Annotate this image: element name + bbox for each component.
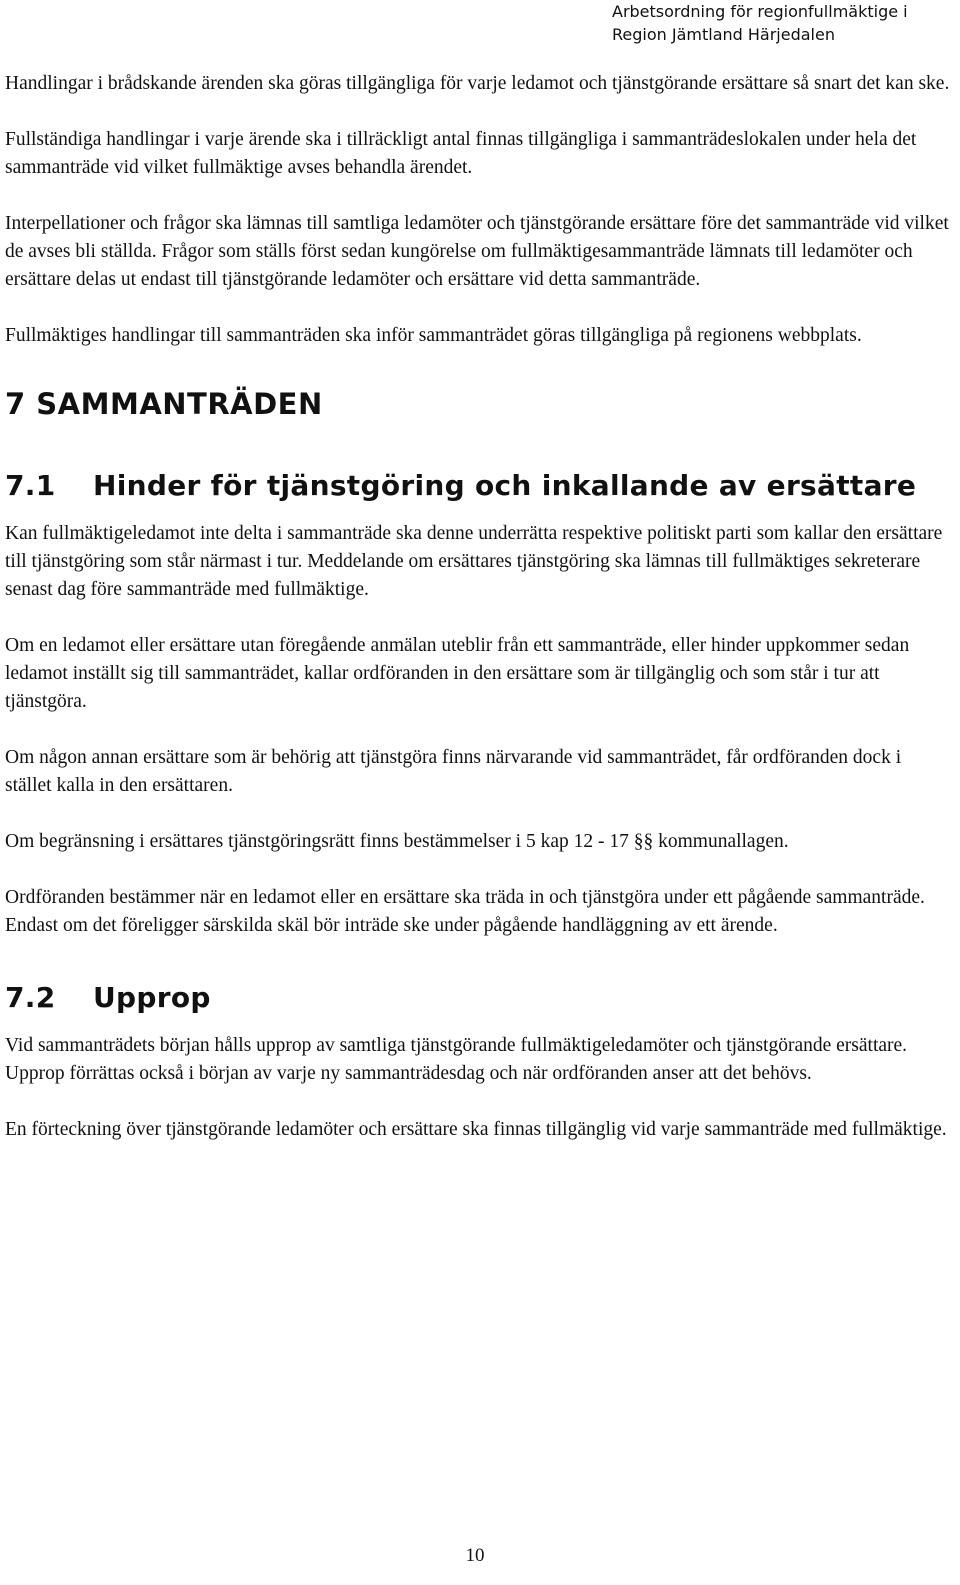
subsection-number: 7.2 xyxy=(5,981,56,1014)
subsection-heading-7-2 xyxy=(5,978,950,1018)
paragraph: Vid sammanträdets början hålls upprop av samtliga tjänstgörande fullmäktigeledamöter och tjänstgörande ersättare. Upprop förrättas också i början av varje ny sammanträdesdag och när ordföranden anser att det behövs. xyxy=(5,1035,908,1084)
page-number: 10 xyxy=(465,1545,485,1566)
subsection-title: Upprop xyxy=(93,981,211,1014)
section-heading-7 xyxy=(5,384,950,424)
paragraph: Interpellationer och frågor ska lämnas till samtliga ledamöter och tjänstgörande ersättare före det sammanträde vid vilket de avses bli ställda. Frågor som ställs först sedan kungörelse om fullmäktigesammanträde lämnats till ledamöter och ersättare delas ut endast till tjänstgörande ledamöter och ersättare vid detta sammanträde. xyxy=(5,213,949,290)
section-number: 7 xyxy=(5,387,26,421)
header-line-2: Region Jämtland Härjedalen xyxy=(612,25,835,44)
subsection-heading-7-1 xyxy=(5,466,950,506)
paragraph: Kan fullmäktigeledamot inte delta i sammanträde ska denne underrätta respektive politiskt parti som kallar den ersättare till tjänstgöring som står närmast i tur. Meddelande om ersättares tjänstgöring ska lämnas till fullmäktiges sekreterare senast dag före sammanträde med fullmäktige. xyxy=(5,523,943,600)
header-line-1: Arbetsordning för regionfullmäktige i xyxy=(612,2,908,21)
subsection-number: 7.1 xyxy=(5,469,56,502)
paragraph: En förteckning över tjänstgörande ledamöter och ersättare ska finnas tillgänglig vid varje sammanträde med fullmäktige. xyxy=(5,1119,947,1140)
section-title: SAMMANTRÄDEN xyxy=(36,387,323,421)
page-header xyxy=(612,0,952,46)
paragraph: Ordföranden bestämmer när en ledamot eller en ersättare ska träda in och tjänstgöra under ett pågående sammanträde. Endast om det föreligger särskilda skäl bör inträde ske under pågående handläggning av ett ärende. xyxy=(5,887,925,936)
paragraph: Om begränsning i ersättares tjänstgöringsrätt finns bestämmelser i 5 kap 12 - 17 §§ kommunallagen. xyxy=(5,831,789,852)
paragraph: Fullständiga handlingar i varje ärende ska i tillräckligt antal finnas tillgängliga i sammanträdeslokalen under hela det sammanträde vid vilket fullmäktige avses behandla ärendet. xyxy=(5,129,917,178)
document-body xyxy=(5,70,950,1172)
subsection-title: Hinder för tjänstgöring och inkallande av ersättare xyxy=(93,469,917,502)
paragraph: Om en ledamot eller ersättare utan föregående anmälan uteblir från ett sammanträde, eller hinder uppkommer sedan ledamot inställt sig till sammanträdet, kallar ordföranden in den ersättare som är tillgänglig och som står i tur att tjänstgöra. xyxy=(5,635,910,712)
paragraph: Fullmäktiges handlingar till sammanträden ska inför sammanträdet göras tillgängliga på regionens webbplats. xyxy=(5,325,862,346)
paragraph: Handlingar i brådskande ärenden ska göras tillgängliga för varje ledamot och tjänstgörande ersättare så snart det kan ske. xyxy=(5,73,950,94)
paragraph: Om någon annan ersättare som är behörig att tjänstgöra finns närvarande vid sammanträdet, får ordföranden dock i stället kalla in den ersättaren. xyxy=(5,747,902,796)
